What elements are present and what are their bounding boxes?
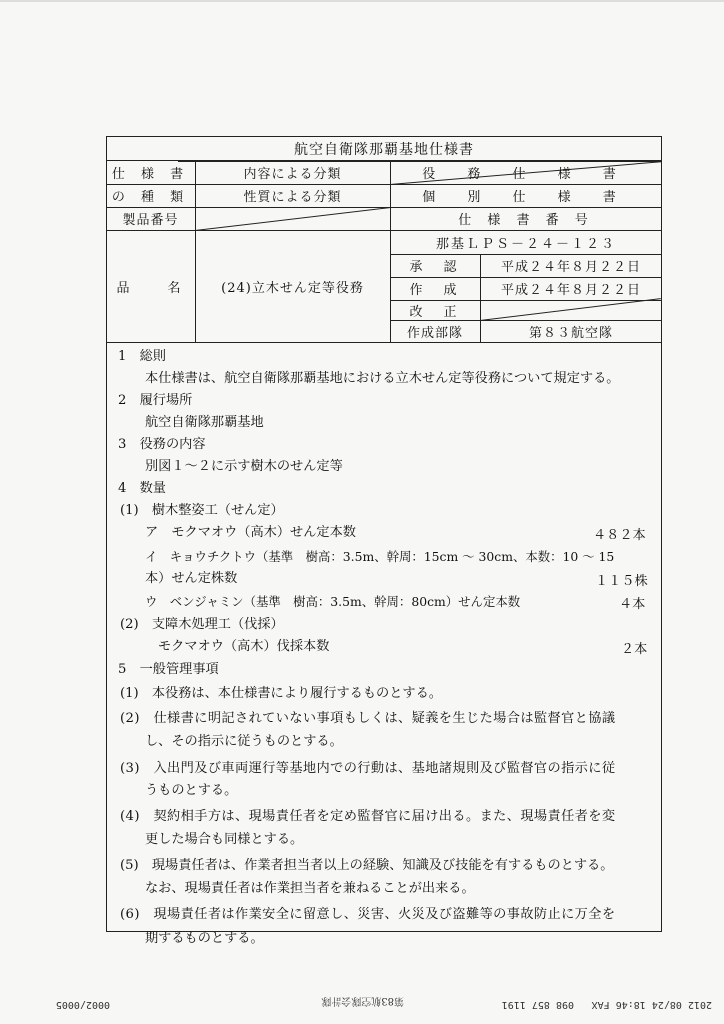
dept-name: 第８３航空隊 bbox=[528, 325, 613, 341]
individual-spec: 個 別 仕 様 書 bbox=[422, 190, 630, 205]
quantity: ４８２本 bbox=[593, 528, 646, 543]
spec-number: 那基ＬＰＳ－２４－１２３ bbox=[435, 236, 616, 252]
paragraph: うものとする。 bbox=[145, 783, 238, 798]
item-name: (24)立木せん定等役務 bbox=[221, 280, 364, 296]
paragraph: (6) 現場責任者は作業安全に留意し、災害、火災及び盗難等の事故防止に万全を bbox=[120, 907, 616, 922]
created-date: 平成２４年８月２２日 bbox=[500, 283, 641, 298]
fax-datetime: 2012 08/24 18:46 FAX bbox=[591, 999, 712, 1010]
list-item: モクマオウ（高木）伐採本数 bbox=[158, 639, 330, 654]
fax-sender: 第83航空隊会計隊 bbox=[321, 995, 404, 1006]
list-item: ア モクマオウ（高木）せん定本数 bbox=[145, 525, 356, 540]
paragraph: なお、現場責任者は作業担当者を兼ねることが出来る。 bbox=[145, 881, 475, 896]
fax-page: 0002/0005 bbox=[55, 999, 110, 1010]
paragraph: 本仕様書は、航空自衛隊那覇基地における立木せん定等役務について規定する。 bbox=[145, 371, 620, 386]
fax-footer bbox=[0, 992, 724, 1014]
quantity: １１５株 bbox=[595, 574, 648, 589]
paragraph: 別図１～２に示す樹木のせん定等 bbox=[145, 459, 343, 474]
service-spec: 役 務 仕 様 書 bbox=[422, 167, 630, 182]
class-by-content: 内容による分類 bbox=[243, 167, 342, 182]
section-title: 5 一般管理事項 bbox=[118, 662, 219, 677]
list-item: イ キョウチクトウ（基準 樹高：3.5m、幹周：15cm ～ 30cm、本数：10 ～ 15 bbox=[145, 549, 615, 564]
document-title: 航空自衛隊那覇基地仕様書 bbox=[294, 142, 474, 158]
paragraph: (3) 入出門及び車両運行等基地内での行動は、基地諸規則及び監督官の指示に従 bbox=[120, 761, 616, 776]
spec-type-label: 仕 様 書 bbox=[111, 167, 190, 182]
scan-edge bbox=[0, 0, 724, 2]
list-item: ウ ベンジャミン（基準 樹高：3.5m、幹周：80cm）せん定本数 bbox=[145, 594, 521, 609]
fax-number: 098 857 1191 bbox=[501, 999, 574, 1010]
quantity: ２本 bbox=[621, 642, 648, 657]
approval-label: 承 認 bbox=[409, 260, 461, 275]
paragraph: (4) 契約相手方は、現場責任者を定め監督官に届け出る。また、現場責任者を変 bbox=[120, 809, 616, 824]
approval-date: 平成２４年８月２２日 bbox=[500, 260, 641, 275]
section-title: 1 総則 bbox=[118, 349, 166, 364]
paragraph: 期するものとする。 bbox=[145, 931, 264, 946]
subsection-title: (1) 樹木整姿工（せん定） bbox=[120, 503, 284, 518]
class-by-nature: 性質による分類 bbox=[243, 190, 342, 205]
paragraph: 航空自衛隊那覇基地 bbox=[145, 415, 264, 430]
spec-number-label: 仕 様 書 番 号 bbox=[458, 213, 594, 228]
section-title: 4 数量 bbox=[118, 481, 166, 496]
paragraph: (2) 仕様書に明記されていない事項もしくは、疑義を生じた場合は監督官と協議 bbox=[120, 711, 616, 726]
paragraph: (1) 本役務は、本仕様書により履行するものとする。 bbox=[120, 686, 442, 701]
spec-type-label: の 種 類 bbox=[111, 190, 190, 205]
created-label: 作 成 bbox=[409, 283, 461, 298]
paragraph: (5) 現場責任者は、作業者担当者以上の経験、知識及び技能を有するものとする。 bbox=[120, 858, 614, 873]
table-rule bbox=[106, 342, 662, 343]
list-item: 本）せん定株数 bbox=[145, 571, 238, 586]
quantity: ４本 bbox=[619, 597, 646, 612]
subsection-title: (2) 支障木処理工（伐採） bbox=[120, 617, 284, 632]
revision-label: 改 正 bbox=[409, 304, 461, 320]
section-title: 2 履行場所 bbox=[118, 393, 193, 408]
section-title: 3 役務の内容 bbox=[118, 437, 206, 452]
dept-label: 作成部隊 bbox=[406, 325, 463, 341]
paragraph: 更した場合も同様とする。 bbox=[145, 832, 304, 847]
paragraph: し、その指示に従うものとする。 bbox=[145, 734, 343, 749]
product-number-label: 製品番号 bbox=[122, 213, 179, 228]
item-label: 品 名 bbox=[116, 280, 185, 296]
